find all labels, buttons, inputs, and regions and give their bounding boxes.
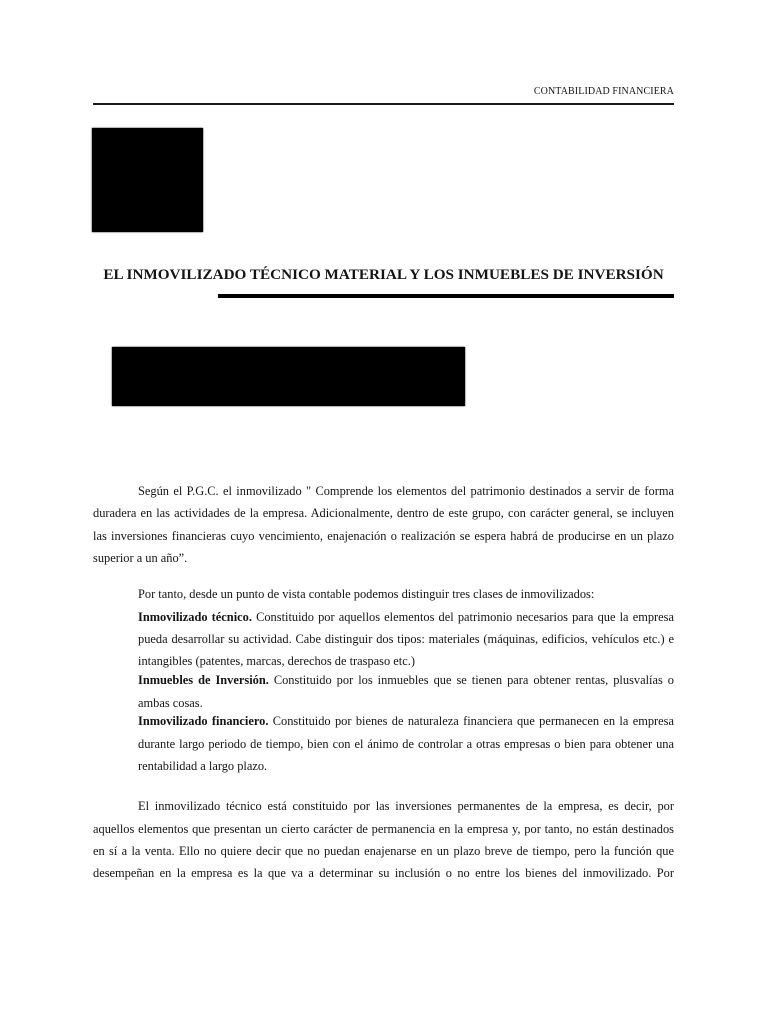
text-line: pueda desarrollar su actividad. Cabe distinguir dos tipos: materiales (máquinas, edificios, vehículos etc.) e	[138, 632, 674, 647]
text-line: duradera en las actividades de la empresa. Adicionalmente, dentro de este grupo, con carácter general, se incluyen	[93, 506, 674, 521]
technical-paragraph	[93, 795, 674, 884]
item-term: Inmuebles de Inversión.	[138, 673, 269, 688]
text-line: ambas cosas.	[138, 695, 203, 710]
item-text: Constituido por bienes de naturaleza financiera que permanecen en la empresa	[272, 714, 674, 729]
running-header: CONTABILIDAD FINANCIERA	[533, 86, 674, 97]
item-term: Inmovilizado técnico.	[138, 609, 252, 624]
chapter-title: EL INMOVILIZADO TÉCNICO MATERIAL Y LOS INMUEBLES DE INVERSIÓN	[103, 266, 664, 283]
classes-list	[138, 606, 674, 778]
text-line: superior a un año”.	[93, 550, 188, 565]
text-line: El inmovilizado técnico está constituido por las inversiones permanentes de la empresa, es decir, por	[138, 799, 674, 814]
text-line: Por tanto, desde un punto de vista contable podemos distinguir tres clases de inmovilizados:	[138, 586, 595, 601]
classes-intro-paragraph	[93, 583, 674, 605]
item-text: Constituido por los inmuebles que se tienen para obtener rentas, plusvalías o	[273, 673, 674, 688]
redacted-block	[92, 128, 203, 232]
item-term: Inmovilizado financiero.	[138, 714, 269, 729]
text-line	[138, 669, 674, 691]
text-line: las inversiones financieras cuyo vencimiento, enajenación o realización se espera habrá de producirse en un plazo	[93, 528, 674, 543]
text-line: en sí a la venta. Ello no quiere decir que no puedan enajenarse en un plazo breve de tiempo, pero la función que	[93, 844, 674, 859]
text-line: intangibles (patentes, marcas, derechos de traspaso etc.)	[138, 654, 415, 669]
text-line	[138, 606, 674, 628]
intro-paragraph	[93, 480, 674, 569]
list-item	[138, 669, 674, 714]
text-line: rentabilidad a largo plazo.	[138, 759, 268, 774]
text-line: Según el P.G.C. el inmovilizado " Comprende los elementos del patrimonio destinados a servir de forma	[138, 484, 674, 498]
title-underline-bar	[218, 294, 674, 298]
item-text: Constituido por aquellos elementos del patrimonio necesarios para que la empresa	[256, 609, 674, 624]
list-item	[138, 606, 674, 673]
text-line: desempeñan en la empresa es la que va a determinar su inclusión o no entre los bienes del inmovilizado. Por	[93, 866, 674, 881]
list-item	[138, 710, 674, 777]
text-line: aquellos elementos que presentan un cierto carácter de permanencia en la empresa y, por tanto, no están destinados	[93, 821, 674, 836]
redacted-block	[112, 347, 465, 406]
text-line: durante largo periodo de tiempo, bien con el ánimo de controlar a otras empresas o bien para obtener una	[138, 736, 674, 751]
text-line	[138, 710, 674, 732]
header-rule	[93, 103, 674, 105]
body-text	[93, 480, 674, 885]
